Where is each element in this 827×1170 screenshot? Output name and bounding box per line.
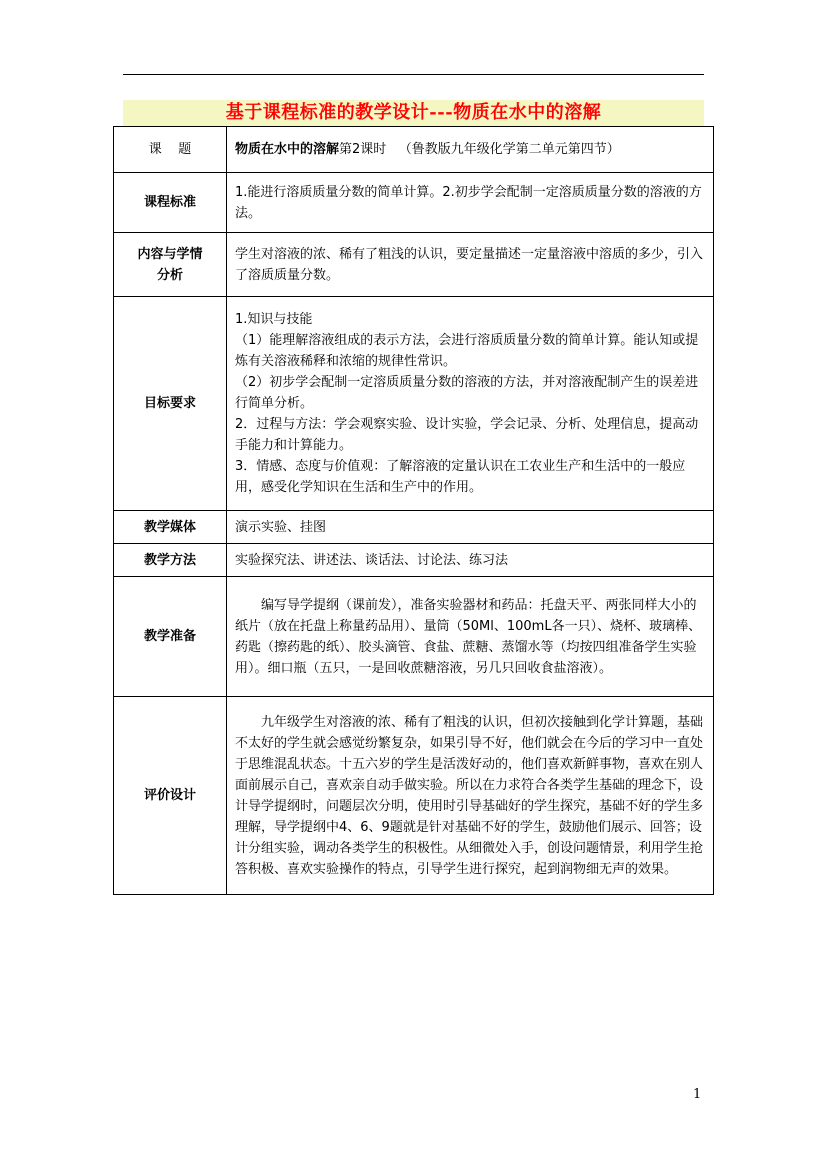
evaluation-text: 九年级学生对溶液的浓、稀有了粗浅的认识，但初次接触到化学计算题，基础不太好的学生就会感觉纷繁复杂，如果引导不好，他们就会在今后的学习中一直处于思维混乱状态。十五六岁的学生是活泼好动的，他们喜欢新鲜事物，喜欢在别人面前展示自己，喜欢亲自动手做实验。所以在力求符合各类学生基础的理念下，设计导学提纲时，问题层次分明，使用时引导基础好的学生探究，基础不好的学生多理解，导学提纲中4、6、9题就是针对基础不好的学生，鼓励他们展示、回答；设计分组实验，调动各类学生的积极性。从细微处入手，创设问题情景，利用学生抢答积极、喜欢实验操作的特点，引导学生进行探究，起到润物细无声的效果。 <box>235 714 704 877</box>
content-preparation <box>227 577 714 697</box>
label-topic: 课 题 <box>114 127 227 173</box>
goals-line: 2．过程与方法：学会观察实验、设计实验，学会记录、分析、处理信息，提高动手能力和计算能力。 <box>235 417 699 453</box>
label-analysis-line2: 分析 <box>156 267 183 283</box>
table-row-goals <box>114 297 714 511</box>
table-row-media <box>114 511 714 544</box>
table-row-standard <box>114 173 714 233</box>
label-preparation: 教学准备 <box>114 577 227 697</box>
header-rule <box>123 74 704 75</box>
content-goals <box>227 297 714 511</box>
label-method: 教学方法 <box>114 544 227 577</box>
goals-line: 3．情感、态度与价值观：了解溶液的定量认识在工农业生产和生活中的一般应用，感受化学知识在生活和生产中的作用。 <box>235 459 686 495</box>
document-title: 基于课程标准的教学设计---物质在水中的溶解 <box>123 100 704 126</box>
lesson-plan-table <box>113 126 714 895</box>
topic-name: 物质在水中的溶解 <box>235 142 340 157</box>
label-analysis-line1: 内容与学情 <box>137 246 203 262</box>
standard-text: 1.能进行溶质质量分数的简单计算。2.初步学会配制一定溶质质量分数的溶液的方法。 <box>235 184 702 221</box>
page-number: 1 <box>693 1087 702 1102</box>
table-row-topic <box>114 127 714 173</box>
content-media: 演示实验、挂图 <box>227 511 714 544</box>
preparation-text: 编写导学提纲（课前发），准备实验器材和药品：托盘天平、两张同样大小的纸片（放在托盘上称量药品用）、量筒（50Ml、100mL各一只）、烧杯、玻璃棒、药匙（擦药匙的纸）、胶头滴管、食盐、蔗糖、蒸馏水等（均按四组准备学生实验用）。细口瓶（五只，一是回收蔗糖溶液，另几只回收食盐溶液）。 <box>235 597 702 676</box>
label-goals: 目标要求 <box>114 297 227 511</box>
analysis-text: 学生对溶液的浓、稀有了粗浅的认识，要定量描述一定量溶液中溶质的多少，引入了溶质质量分数。 <box>235 246 704 283</box>
table-row-preparation <box>114 577 714 697</box>
content-analysis <box>227 233 714 297</box>
table-row-analysis <box>114 233 714 297</box>
goals-line: （2）初步学会配制一定溶质质量分数的溶液的方法，并对溶液配制产生的误差进行简单分析。 <box>235 375 699 411</box>
topic-source: （鲁教版九年级化学第二单元第四节） <box>398 142 620 157</box>
label-standard: 课程标准 <box>114 173 227 233</box>
label-media: 教学媒体 <box>114 511 227 544</box>
table-row-method <box>114 544 714 577</box>
goals-line: （1）能理解溶液组成的表示方法，会进行溶质质量分数的简单计算。能认知或提炼有关溶液稀释和浓缩的规律性常识。 <box>235 333 699 369</box>
content-method: 实验探究法、讲述法、谈话法、讨论法、练习法 <box>227 544 714 577</box>
content-topic <box>227 127 714 173</box>
label-analysis <box>114 233 227 297</box>
content-evaluation <box>227 697 714 895</box>
topic-lesson: 第2课时 <box>339 142 387 157</box>
table-row-evaluation <box>114 697 714 895</box>
label-evaluation: 评价设计 <box>114 697 227 895</box>
content-standard <box>227 173 714 233</box>
goals-line: 1.知识与技能 <box>235 312 313 327</box>
